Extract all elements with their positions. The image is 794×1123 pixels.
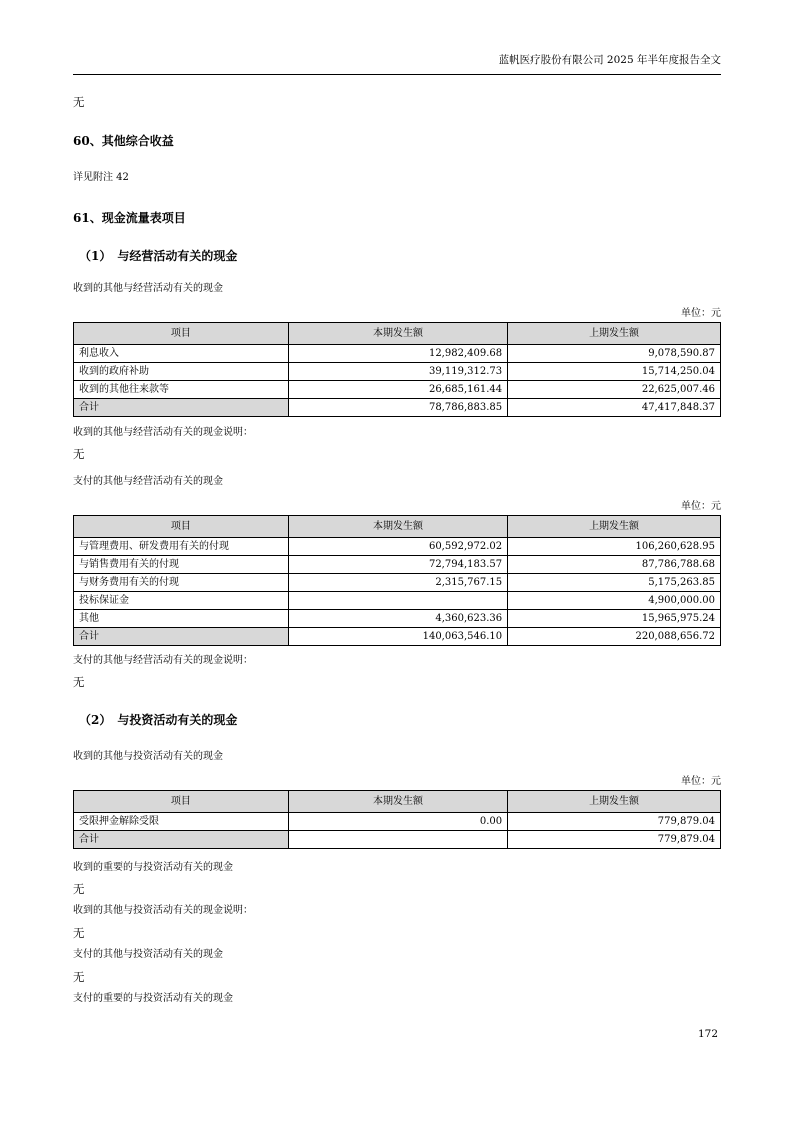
amount-cell: 47,417,848.37 xyxy=(508,398,721,416)
amount-cell: 779,879.04 xyxy=(508,830,721,848)
table3-block xyxy=(73,775,721,849)
header-cell: 项目 xyxy=(74,515,289,537)
amount-cell: 5,175,263.85 xyxy=(508,573,721,591)
paid-other-operating-table xyxy=(73,515,721,646)
amount-cell: 12,982,409.68 xyxy=(288,344,507,362)
table-row xyxy=(74,362,721,380)
amount-cell: 72,794,183.57 xyxy=(288,555,507,573)
table2-note-label: 支付的其他与经营活动有关的现金说明： xyxy=(73,654,253,666)
header-cell: 上期发生额 xyxy=(508,322,721,344)
amount-cell: 2,315,767.15 xyxy=(288,573,507,591)
amount-cell: 4,360,623.36 xyxy=(288,609,507,627)
amount-cell: 22,625,007.46 xyxy=(508,380,721,398)
amount-cell: 220,088,656.72 xyxy=(508,627,721,645)
unit-label: 单位：元 xyxy=(681,500,721,512)
table-row xyxy=(74,573,721,591)
table-row xyxy=(74,537,721,555)
amount-cell: 87,786,788.68 xyxy=(508,555,721,573)
table-header-row xyxy=(74,790,721,812)
total-label-cell: 合计 xyxy=(74,830,289,848)
none-text: 无 xyxy=(73,925,85,940)
page-header xyxy=(73,54,721,75)
total-row xyxy=(74,830,721,848)
total-label-cell: 合计 xyxy=(74,627,289,645)
table-row xyxy=(74,380,721,398)
amount-cell: 15,714,250.04 xyxy=(508,362,721,380)
table-row xyxy=(74,812,721,830)
table1-caption: 收到的其他与经营活动有关的现金 xyxy=(73,283,223,295)
item-cell: 与管理费用、研发费用有关的付现 xyxy=(74,537,289,555)
paid-other-invest-label: 支付的其他与投资活动有关的现金 xyxy=(73,949,223,961)
header-cell: 项目 xyxy=(74,790,289,812)
item-cell: 与销售费用有关的付现 xyxy=(74,555,289,573)
section-60-title: 60、其他综合收益 xyxy=(73,134,174,149)
table1-block xyxy=(73,307,721,417)
none-text: 无 xyxy=(73,882,85,897)
amount-cell: 9,078,590.87 xyxy=(508,344,721,362)
section-61-title: 61、现金流量表项目 xyxy=(73,210,186,225)
total-row xyxy=(74,627,721,645)
unit-label: 单位：元 xyxy=(681,307,721,319)
none-text: 无 xyxy=(73,447,85,462)
amount-cell: 39,119,312.73 xyxy=(288,362,507,380)
item-cell: 投标保证金 xyxy=(74,591,289,609)
item-cell: 与财务费用有关的付现 xyxy=(74,573,289,591)
table2-caption: 支付的其他与经营活动有关的现金 xyxy=(73,476,223,488)
page-number: 172 xyxy=(697,1028,718,1040)
header-cell: 上期发生额 xyxy=(508,515,721,537)
table-row xyxy=(74,591,721,609)
amount-cell: 140,063,546.10 xyxy=(288,627,507,645)
table-header-row xyxy=(74,515,721,537)
table3-note-label: 收到的其他与投资活动有关的现金说明： xyxy=(73,905,253,917)
item-cell: 其他 xyxy=(74,609,289,627)
table2-block xyxy=(73,500,721,646)
amount-cell: 0.00 xyxy=(288,812,507,830)
table-row xyxy=(74,609,721,627)
amount-cell: 60,592,972.02 xyxy=(288,537,507,555)
header-cell: 项目 xyxy=(74,322,289,344)
table3-caption: 收到的其他与投资活动有关的现金 xyxy=(73,751,223,763)
header-cell: 本期发生额 xyxy=(288,515,507,537)
table-row xyxy=(74,555,721,573)
amount-cell: 78,786,883.85 xyxy=(288,398,507,416)
item-cell: 利息收入 xyxy=(74,344,289,362)
important-received-label: 收到的重要的与投资活动有关的现金 xyxy=(73,861,233,873)
amount-cell xyxy=(288,591,507,609)
amount-cell: 26,685,161.44 xyxy=(288,380,507,398)
header-cell: 上期发生额 xyxy=(508,790,721,812)
none-text: 无 xyxy=(73,675,85,690)
report-title: 蓝帆医疗股份有限公司 2025 年半年度报告全文 xyxy=(498,54,721,66)
item-cell: 收到的政府补助 xyxy=(74,362,289,380)
item-cell: 收到的其他往来款等 xyxy=(74,380,289,398)
important-paid-label: 支付的重要的与投资活动有关的现金 xyxy=(73,993,233,1005)
none-text-top: 无 xyxy=(73,94,85,109)
subsection-2-title: （2） 与投资活动有关的现金 xyxy=(79,712,238,727)
section-60-note: 详见附注 42 xyxy=(73,172,129,184)
total-row xyxy=(74,398,721,416)
header-cell: 本期发生额 xyxy=(288,790,507,812)
total-label-cell: 合计 xyxy=(74,398,289,416)
table-header-row xyxy=(74,322,721,344)
amount-cell xyxy=(288,830,507,848)
subsection-1-title: （1） 与经营活动有关的现金 xyxy=(79,248,238,263)
amount-cell: 4,900,000.00 xyxy=(508,591,721,609)
table-row xyxy=(74,344,721,362)
amount-cell: 106,260,628.95 xyxy=(508,537,721,555)
header-cell: 本期发生额 xyxy=(288,322,507,344)
received-other-investing-table xyxy=(73,790,721,849)
unit-label: 单位：元 xyxy=(681,775,721,787)
item-cell: 受限押金解除受限 xyxy=(74,812,289,830)
amount-cell: 779,879.04 xyxy=(508,812,721,830)
received-other-operating-table xyxy=(73,322,721,417)
amount-cell: 15,965,975.24 xyxy=(508,609,721,627)
none-text: 无 xyxy=(73,969,85,984)
table1-note-label: 收到的其他与经营活动有关的现金说明： xyxy=(73,426,253,438)
